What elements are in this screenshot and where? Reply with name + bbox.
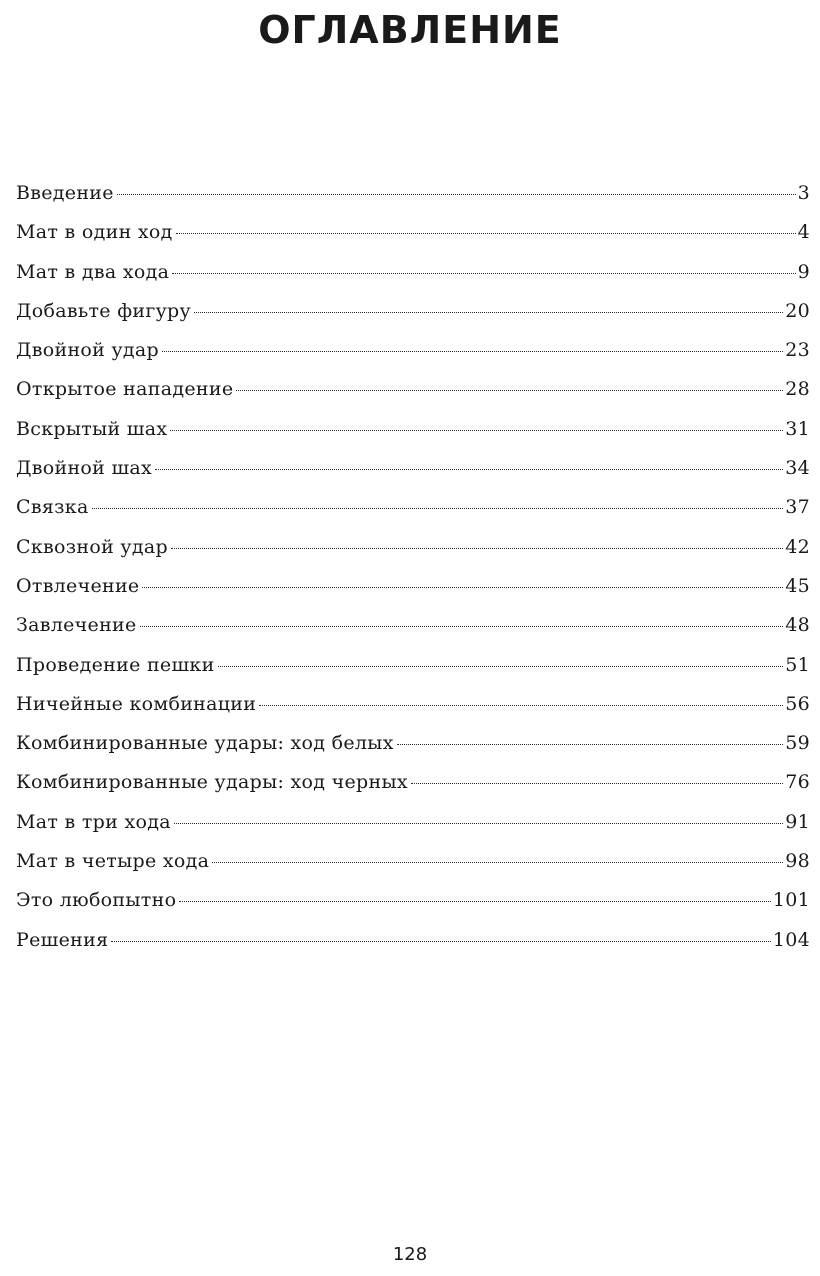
toc-entry-mate-in-four <box>16 850 810 889</box>
toc-entry-title: Проведение пешки <box>16 653 215 676</box>
toc-dot-leader <box>117 194 796 195</box>
toc-entry-page: 48 <box>785 614 810 637</box>
toc-entry-title: Введение <box>16 182 114 204</box>
toc-entry-double-attack <box>16 339 810 378</box>
page-number: 128 <box>392 1244 428 1265</box>
toc-entry-title: Мат в четыре хода <box>16 850 210 873</box>
toc-entry-page: 98 <box>785 850 810 873</box>
toc-entry-title: Сквозной удар <box>16 535 168 558</box>
toc-dot-leader <box>179 901 771 902</box>
toc-entry-add-piece <box>16 300 810 339</box>
toc-entry-title: Комбинированные удары: ход черных <box>16 771 408 794</box>
toc-entry-discovered-check <box>16 418 810 457</box>
toc-entry-page: 3 <box>797 182 810 204</box>
toc-entry-page: 23 <box>785 339 810 362</box>
toc-entry-deflection <box>16 575 810 614</box>
toc-entry-title: Отвлечение <box>16 574 140 597</box>
toc-dot-leader <box>92 508 784 509</box>
toc-dot-leader <box>162 351 783 352</box>
toc-entry-discovered-attack <box>16 378 810 417</box>
toc-entry-pawn-promotion <box>16 654 810 693</box>
toc-entry-page: 31 <box>785 417 810 440</box>
toc-entry-page: 34 <box>785 457 810 480</box>
toc-entry-title: Завлечение <box>16 614 137 637</box>
toc-entry-title: Вскрытый шах <box>16 417 168 440</box>
toc-dot-leader <box>259 705 783 706</box>
toc-entry-title: Это любопытно <box>16 889 177 912</box>
toc-dot-leader <box>174 823 783 824</box>
toc-entry-title: Двойной удар <box>16 339 160 362</box>
toc-entry-page: 42 <box>785 535 810 558</box>
toc-dot-leader <box>176 233 796 234</box>
toc-entry-title: Мат в один ход <box>16 221 173 244</box>
toc-entry-page: 4 <box>797 221 810 244</box>
toc-entry-combined-white <box>16 732 810 771</box>
toc-entry-title: Мат в два хода <box>16 260 170 283</box>
toc-entry-page: 56 <box>785 692 810 715</box>
toc-entry-decoy <box>16 614 810 653</box>
toc-dot-leader <box>411 783 783 784</box>
toc-dot-leader <box>397 744 783 745</box>
toc-dot-leader <box>218 666 784 667</box>
toc-entry-introduction <box>16 182 810 221</box>
toc-dot-leader <box>236 390 783 391</box>
toc-entry-drawing-combinations <box>16 693 810 732</box>
toc-entry-page: 9 <box>797 260 810 283</box>
toc-dot-leader <box>172 273 795 274</box>
toc-dot-leader <box>155 469 783 470</box>
toc-entry-double-check <box>16 457 810 496</box>
toc-entry-title: Добавьте фигуру <box>16 299 191 322</box>
toc-entry-page: 59 <box>785 732 810 755</box>
toc-entry-page: 37 <box>785 496 810 519</box>
toc-entry-page: 91 <box>785 810 810 833</box>
toc-dot-leader <box>142 587 783 588</box>
toc-entry-title: Мат в три хода <box>16 810 171 833</box>
toc-entry-title: Открытое нападение <box>16 378 234 401</box>
page-title: ОГЛАВЛЕНИЕ <box>258 8 562 52</box>
toc-entry-pin <box>16 496 810 535</box>
toc-entry-mate-in-three <box>16 811 810 850</box>
toc-entry-skewer <box>16 536 810 575</box>
toc-entry-combined-black <box>16 771 810 810</box>
toc-entry-page: 20 <box>785 299 810 322</box>
toc-dot-leader <box>111 941 770 942</box>
toc-dot-leader <box>212 862 783 863</box>
toc-entry-mate-in-two <box>16 261 810 300</box>
toc-dot-leader <box>170 430 783 431</box>
toc-dot-leader <box>171 548 783 549</box>
toc-entry-mate-in-one <box>16 221 810 260</box>
toc-entry-page: 101 <box>772 889 810 912</box>
toc-entry-curious <box>16 889 810 928</box>
table-of-contents <box>16 182 810 968</box>
toc-entry-page: 28 <box>785 378 810 401</box>
toc-entry-page: 104 <box>772 928 810 951</box>
toc-entry-page: 51 <box>785 653 810 676</box>
toc-entry-title: Двойной шах <box>16 457 153 480</box>
toc-dot-leader <box>194 312 783 313</box>
toc-entry-title: Ничейные комбинации <box>16 692 257 715</box>
toc-entry-solutions <box>16 929 810 968</box>
toc-entry-title: Решения <box>16 928 109 951</box>
toc-entry-page: 76 <box>785 771 810 794</box>
toc-entry-title: Комбинированные удары: ход белых <box>16 732 394 755</box>
toc-dot-leader <box>140 626 784 627</box>
toc-entry-title: Связка <box>16 496 89 519</box>
toc-entry-page: 45 <box>785 574 810 597</box>
